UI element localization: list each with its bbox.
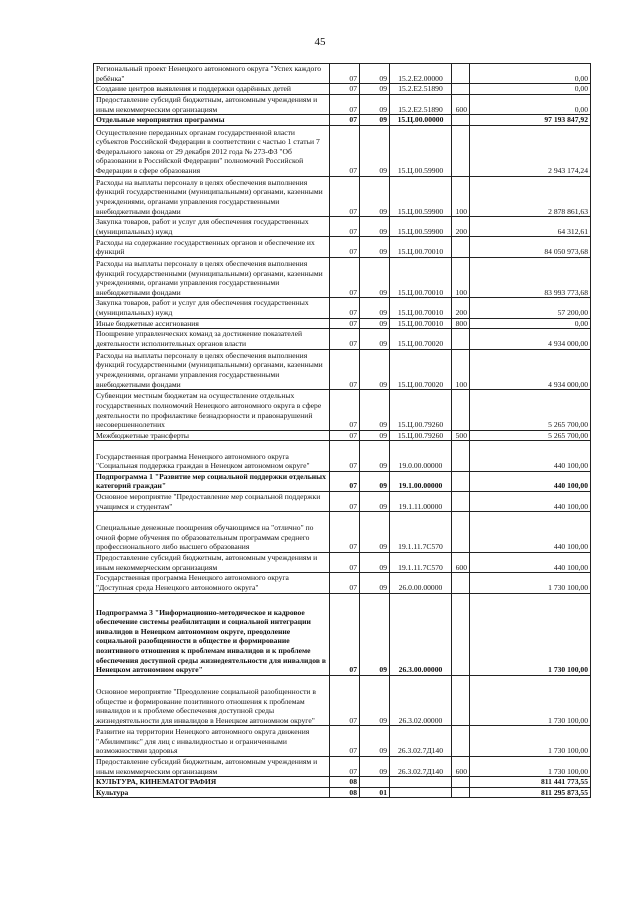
row-subsection-cell: 09 xyxy=(360,125,390,176)
row-target-article-cell: 15.Ц.00.59900 xyxy=(390,217,452,237)
row-target-article-cell: 15.2.Е2.00000 xyxy=(390,64,452,84)
row-name-cell: Культура xyxy=(94,787,330,798)
row-subsection-cell: 09 xyxy=(360,115,390,126)
row-expense-type-cell: 200 xyxy=(452,298,470,318)
row-subsection-cell: 09 xyxy=(360,430,390,441)
row-section-cell: 07 xyxy=(330,756,360,776)
row-section-cell: 07 xyxy=(330,593,360,675)
table-row xyxy=(94,552,591,572)
row-target-article-cell: 26.0.00.00000 xyxy=(390,573,452,593)
row-section-cell: 07 xyxy=(330,64,360,84)
row-amount-cell: 1 730 100,00 xyxy=(470,593,591,675)
row-name-cell: Подпрограмма 1 "Развитие мер социальной поддержки отдельных категорий граждан" xyxy=(94,471,330,491)
row-amount-cell: 811 295 873,55 xyxy=(470,787,591,798)
row-section-cell: 07 xyxy=(330,492,360,512)
row-expense-type-cell xyxy=(452,777,470,788)
row-subsection-cell: 09 xyxy=(360,593,390,675)
table-row xyxy=(94,756,591,776)
table-row xyxy=(94,237,591,257)
row-subsection-cell: 09 xyxy=(360,512,390,553)
row-target-article-cell: 15.Ц.00.70020 xyxy=(390,349,452,390)
row-target-article-cell: 15.Ц.00.79260 xyxy=(390,390,452,431)
row-subsection-cell: 09 xyxy=(360,471,390,491)
row-section-cell: 07 xyxy=(330,318,360,329)
row-subsection-cell: 09 xyxy=(360,756,390,776)
row-section-cell: 07 xyxy=(330,552,360,572)
row-expense-type-cell: 100 xyxy=(452,257,470,298)
row-expense-type-cell xyxy=(452,441,470,471)
row-target-article-cell: 15.Ц.00.59900 xyxy=(390,125,452,176)
row-name-cell: Региональный проект Ненецкого автономного округа "Успех каждого ребёнка" xyxy=(94,64,330,84)
row-amount-cell: 440 100,00 xyxy=(470,492,591,512)
row-subsection-cell: 09 xyxy=(360,552,390,572)
budget-table xyxy=(93,63,591,798)
table-row xyxy=(94,94,591,114)
row-target-article-cell: 15.Ц.00.70010 xyxy=(390,318,452,329)
row-name-cell: Закупка товаров, работ и услуг для обеспечения государственных (муниципальных) нужд xyxy=(94,217,330,237)
row-amount-cell: 0,00 xyxy=(470,84,591,95)
table-row xyxy=(94,125,591,176)
table-row xyxy=(94,441,591,471)
budget-table-body xyxy=(94,64,591,798)
row-name-cell: Межбюджетные трансферты xyxy=(94,430,330,441)
table-row xyxy=(94,512,591,553)
table-row xyxy=(94,593,591,675)
row-section-cell: 07 xyxy=(330,84,360,95)
row-section-cell: 07 xyxy=(330,349,360,390)
row-amount-cell: 0,00 xyxy=(470,318,591,329)
row-target-article-cell: 19.1.00.00000 xyxy=(390,471,452,491)
row-subsection-cell: 09 xyxy=(360,84,390,95)
row-target-article-cell: 15.2.Е2.51890 xyxy=(390,84,452,95)
row-target-article-cell: 15.Ц.00.70010 xyxy=(390,257,452,298)
row-target-article-cell: 26.3.00.00000 xyxy=(390,593,452,675)
row-target-article-cell: 15.Ц.00.00000 xyxy=(390,115,452,126)
row-amount-cell: 5 265 700,00 xyxy=(470,430,591,441)
row-amount-cell: 1 730 100,00 xyxy=(470,573,591,593)
row-subsection-cell: 09 xyxy=(360,441,390,471)
row-expense-type-cell xyxy=(452,64,470,84)
table-row xyxy=(94,430,591,441)
table-row xyxy=(94,726,591,756)
row-expense-type-cell: 600 xyxy=(452,94,470,114)
row-expense-type-cell xyxy=(452,492,470,512)
row-expense-type-cell xyxy=(452,593,470,675)
row-amount-cell: 4 934 000,00 xyxy=(470,329,591,349)
row-name-cell: Расходы на содержание государственных органов и обеспечение их функций xyxy=(94,237,330,257)
table-row xyxy=(94,349,591,390)
row-expense-type-cell xyxy=(452,787,470,798)
row-name-cell: Расходы на выплаты персоналу в целях обеспечения выполнения функций государственными (муниципальными) органами, казенными учреждениями, органами управления государственными внебюджетными фондами xyxy=(94,257,330,298)
row-name-cell: Поощрение управленческих команд за достижение показателей деятельности исполнительных органов власти xyxy=(94,329,330,349)
row-name-cell: Расходы на выплаты персоналу в целях обеспечения выполнения функций государственными (муниципальными) органами, казенными учреждениями, органами управления государственными внебюджетными фондами xyxy=(94,176,330,217)
row-section-cell: 07 xyxy=(330,441,360,471)
row-expense-type-cell xyxy=(452,84,470,95)
row-amount-cell: 64 312,61 xyxy=(470,217,591,237)
table-row xyxy=(94,329,591,349)
row-expense-type-cell xyxy=(452,726,470,756)
row-target-article-cell: 26.3.02.7Д140 xyxy=(390,726,452,756)
row-section-cell: 07 xyxy=(330,125,360,176)
row-section-cell: 07 xyxy=(330,329,360,349)
row-subsection-cell: 09 xyxy=(360,726,390,756)
row-subsection-cell xyxy=(360,777,390,788)
row-name-cell: Развитие на территории Ненецкого автономного округа движения "Абилимпикс" для лиц с инвалидностью и ограниченными возможностями здоровья xyxy=(94,726,330,756)
row-expense-type-cell xyxy=(452,675,470,726)
row-subsection-cell: 09 xyxy=(360,237,390,257)
row-target-article-cell xyxy=(390,787,452,798)
row-amount-cell: 4 934 000,00 xyxy=(470,349,591,390)
row-name-cell: Предоставление субсидий бюджетным, автономным учреждениям и иным некоммерческим организациям xyxy=(94,552,330,572)
row-expense-type-cell xyxy=(452,573,470,593)
row-target-article-cell: 19.1.11.7С570 xyxy=(390,552,452,572)
row-target-article-cell: 19.1.11.7С570 xyxy=(390,512,452,553)
row-target-article-cell: 15.Ц.00.79260 xyxy=(390,430,452,441)
row-amount-cell: 2 878 861,63 xyxy=(470,176,591,217)
row-section-cell: 07 xyxy=(330,176,360,217)
row-section-cell: 07 xyxy=(330,94,360,114)
row-expense-type-cell: 100 xyxy=(452,176,470,217)
row-name-cell: Отдельные мероприятия программы xyxy=(94,115,330,126)
table-row xyxy=(94,217,591,237)
row-subsection-cell: 09 xyxy=(360,573,390,593)
row-name-cell: КУЛЬТУРА, КИНЕМАТОГРАФИЯ xyxy=(94,777,330,788)
row-amount-cell: 440 100,00 xyxy=(470,471,591,491)
table-row xyxy=(94,471,591,491)
row-expense-type-cell xyxy=(452,471,470,491)
table-row xyxy=(94,787,591,798)
row-subsection-cell: 09 xyxy=(360,94,390,114)
row-name-cell: Осуществление переданных органам государственной власти субъектов Российской Федерации в соответствии с частью 1 статьи 7 Федерального закона от 29 декабря 2012 года № 273-ФЗ "Об образовании в Российской Федерации" полномочий Российской Федерации в сфере образования xyxy=(94,125,330,176)
row-amount-cell: 1 730 100,00 xyxy=(470,726,591,756)
row-subsection-cell: 09 xyxy=(360,176,390,217)
row-section-cell: 07 xyxy=(330,430,360,441)
row-name-cell: Расходы на выплаты персоналу в целях обеспечения выполнения функций государственными (муниципальными) органами, казенными учреждениями, органами управления государственными внебюджетными фондами xyxy=(94,349,330,390)
row-name-cell: Создание центров выявления и поддержки одарённых детей xyxy=(94,84,330,95)
row-expense-type-cell: 100 xyxy=(452,349,470,390)
table-row xyxy=(94,64,591,84)
row-expense-type-cell xyxy=(452,390,470,431)
row-amount-cell: 84 050 973,68 xyxy=(470,237,591,257)
row-section-cell: 08 xyxy=(330,777,360,788)
table-row xyxy=(94,777,591,788)
table-row xyxy=(94,318,591,329)
row-amount-cell: 1 730 100,00 xyxy=(470,675,591,726)
table-row xyxy=(94,675,591,726)
row-subsection-cell: 09 xyxy=(360,298,390,318)
row-target-article-cell: 15.Ц.00.70020 xyxy=(390,329,452,349)
row-expense-type-cell: 800 xyxy=(452,318,470,329)
row-name-cell: Иные бюджетные ассигнования xyxy=(94,318,330,329)
row-name-cell: Государственная программа Ненецкого автономного округа "Социальная поддержка граждан в Ненецком автономном округе" xyxy=(94,441,330,471)
row-amount-cell: 811 441 773,55 xyxy=(470,777,591,788)
row-amount-cell: 2 943 174,24 xyxy=(470,125,591,176)
row-section-cell: 07 xyxy=(330,237,360,257)
row-target-article-cell xyxy=(390,777,452,788)
row-amount-cell: 83 993 773,68 xyxy=(470,257,591,298)
row-expense-type-cell xyxy=(452,125,470,176)
row-amount-cell: 97 193 847,92 xyxy=(470,115,591,126)
row-section-cell: 07 xyxy=(330,573,360,593)
row-name-cell: Государственная программа Ненецкого автономного округа "Доступная среда Ненецкого автономного округа" xyxy=(94,573,330,593)
row-subsection-cell: 09 xyxy=(360,329,390,349)
row-section-cell: 07 xyxy=(330,217,360,237)
row-subsection-cell: 09 xyxy=(360,318,390,329)
table-row xyxy=(94,257,591,298)
row-subsection-cell: 09 xyxy=(360,349,390,390)
row-subsection-cell: 09 xyxy=(360,675,390,726)
table-row xyxy=(94,115,591,126)
row-section-cell: 07 xyxy=(330,390,360,431)
row-subsection-cell: 01 xyxy=(360,787,390,798)
page-number: 45 xyxy=(314,36,326,48)
row-section-cell: 07 xyxy=(330,675,360,726)
table-row xyxy=(94,573,591,593)
row-amount-cell: 1 730 100,00 xyxy=(470,756,591,776)
row-name-cell: Подпрограмма 3 "Информационно-методическое и кадровое обеспечение системы реабилитации и социальной интеграции инвалидов в Ненецком автономном округе, преодоление социальной разобщенности в обществе и формирование позитивного отношения к проблемам инвалидов и к проблеме обеспечения доступной среды жизнедеятельности для инвалидов в Ненецком автономном округе" xyxy=(94,593,330,675)
row-name-cell: Основное мероприятие "Предоставление мер социальной поддержки учащимся и студентам" xyxy=(94,492,330,512)
row-section-cell: 07 xyxy=(330,115,360,126)
row-amount-cell: 5 265 700,00 xyxy=(470,390,591,431)
row-name-cell: Основное мероприятие "Преодоление социальной разобщенности в обществе и формирование позитивного отношения к проблемам инвалидов и к проблеме обеспечения доступной среды жизнедеятельности для инвалидов в Ненецком автономном округе" xyxy=(94,675,330,726)
row-section-cell: 07 xyxy=(330,726,360,756)
row-name-cell: Субвенции местным бюджетам на осуществление отдельных государственных полномочий Ненецкого автономного округа в сфере деятельности по профилактике безнадзорности и правонарушений несовершеннолетних xyxy=(94,390,330,431)
row-subsection-cell: 09 xyxy=(360,257,390,298)
row-name-cell: Специальные денежные поощрения обучающимся на "отлично" по очной форме обучения по образовательным программам среднего профессионального либо высшего образования xyxy=(94,512,330,553)
row-subsection-cell: 09 xyxy=(360,217,390,237)
row-target-article-cell: 26.3.02.7Д140 xyxy=(390,756,452,776)
row-amount-cell: 0,00 xyxy=(470,64,591,84)
row-section-cell: 07 xyxy=(330,298,360,318)
row-section-cell: 07 xyxy=(330,257,360,298)
table-row xyxy=(94,298,591,318)
row-target-article-cell: 19.1.11.00000 xyxy=(390,492,452,512)
row-section-cell: 08 xyxy=(330,787,360,798)
row-target-article-cell: 15.Ц.00.59900 xyxy=(390,176,452,217)
row-name-cell: Предоставление субсидий бюджетным, автономным учреждениям и иным некоммерческим организациям xyxy=(94,94,330,114)
row-expense-type-cell xyxy=(452,329,470,349)
row-amount-cell: 0,00 xyxy=(470,94,591,114)
table-row xyxy=(94,492,591,512)
row-target-article-cell: 19.0.00.00000 xyxy=(390,441,452,471)
row-expense-type-cell: 500 xyxy=(452,430,470,441)
row-target-article-cell: 15.2.Е2.51890 xyxy=(390,94,452,114)
row-amount-cell: 440 100,00 xyxy=(470,552,591,572)
row-name-cell: Предоставление субсидий бюджетным, автономным учреждениям и иным некоммерческим организациям xyxy=(94,756,330,776)
row-subsection-cell: 09 xyxy=(360,492,390,512)
row-section-cell: 07 xyxy=(330,471,360,491)
row-expense-type-cell xyxy=(452,115,470,126)
row-amount-cell: 57 200,00 xyxy=(470,298,591,318)
row-expense-type-cell: 600 xyxy=(452,552,470,572)
row-amount-cell: 440 100,00 xyxy=(470,441,591,471)
row-expense-type-cell: 200 xyxy=(452,217,470,237)
row-subsection-cell: 09 xyxy=(360,64,390,84)
table-row xyxy=(94,84,591,95)
row-expense-type-cell xyxy=(452,512,470,553)
row-target-article-cell: 15.Ц.00.70010 xyxy=(390,237,452,257)
row-section-cell: 07 xyxy=(330,512,360,553)
row-subsection-cell: 09 xyxy=(360,390,390,431)
row-target-article-cell: 15.Ц.00.70010 xyxy=(390,298,452,318)
row-amount-cell: 440 100,00 xyxy=(470,512,591,553)
table-row xyxy=(94,390,591,431)
row-expense-type-cell xyxy=(452,237,470,257)
table-row xyxy=(94,176,591,217)
row-expense-type-cell: 600 xyxy=(452,756,470,776)
row-name-cell: Закупка товаров, работ и услуг для обеспечения государственных (муниципальных) нужд xyxy=(94,298,330,318)
row-target-article-cell: 26.3.02.00000 xyxy=(390,675,452,726)
